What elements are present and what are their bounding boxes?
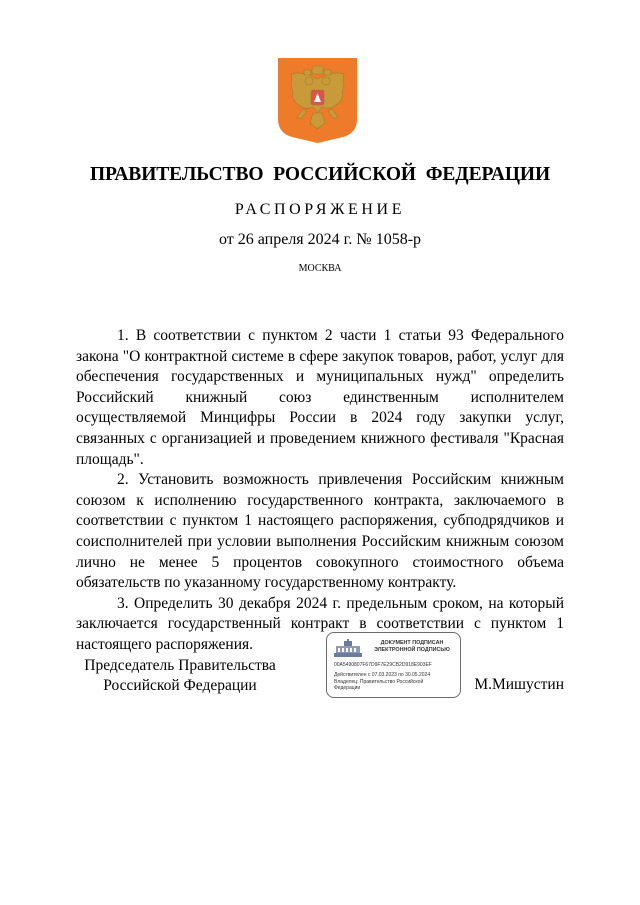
- document-body: [76, 326, 564, 656]
- government-building-icon: [333, 639, 363, 659]
- certificate-validity: Действителен с 07.03.2023 по 30.05.2024: [334, 672, 431, 678]
- certificate-owner-line-2: Федерации: [334, 685, 361, 691]
- signatory-name: М.Мишустин: [474, 676, 564, 693]
- position-line-1: Председатель Правительства: [84, 657, 276, 674]
- signatory-position: [80, 656, 280, 696]
- digital-signature-stamp: [326, 632, 461, 698]
- paragraph-2: 2. Установить возможность привлечения Российским книжным союзом к исполнению государственного контракта, заключаемого в соответствии с пунктом 1 настоящего распоряжения, субподрядчиков и соисполнителей при условии выполнения Российским книжным союзом лично не менее 5 процентов совокупного стоимостного объема обязательств по указанному государственному контракту.: [76, 471, 564, 592]
- coat-of-arms-icon: [277, 57, 358, 144]
- stamp-title-line-2: ЭЛЕКТРОННОЙ ПОДПИСЬЮ: [374, 647, 450, 653]
- government-title: ПРАВИТЕЛЬСТВО РОССИЙСКОЙ ФЕДЕРАЦИИ: [89, 164, 551, 185]
- stamp-title-line-1: ДОКУМЕНТ ПОДПИСАН: [380, 640, 444, 646]
- document-type: РАСПОРЯЖЕНИЕ: [234, 201, 406, 218]
- paragraph-1: 1. В соответствии с пунктом 2 части 1 статьи 93 Федерального закона "О контрактной системе в сфере закупок товаров, работ, услуг для обеспечения государственных и муниципальных нужд" определить Российский книжный союз единственным исполнителем осуществляемой Минцифры России в 2024 году закупки услуг, связанных с организацией и проведением книжного фестиваля "Красная площадь".: [76, 327, 564, 468]
- certificate-number: 00A5490807F67D9F7E29CB2D918E903EF: [334, 662, 432, 668]
- stamp-title: [365, 640, 459, 654]
- date-and-number: от 26 апреля 2024 г. № 1058-р: [218, 231, 422, 248]
- certificate-owner-line-1: Владелец: Правительство Российской: [334, 679, 424, 685]
- position-line-2: Российской Федерации: [103, 677, 257, 694]
- paragraph-3: 3. Определить 30 декабря 2024 г. предельным сроком, на который заключается государственный контракт в соответствии с пунктом 1 настоящего распоряжения.: [76, 594, 564, 653]
- city: МОСКВА: [298, 263, 342, 274]
